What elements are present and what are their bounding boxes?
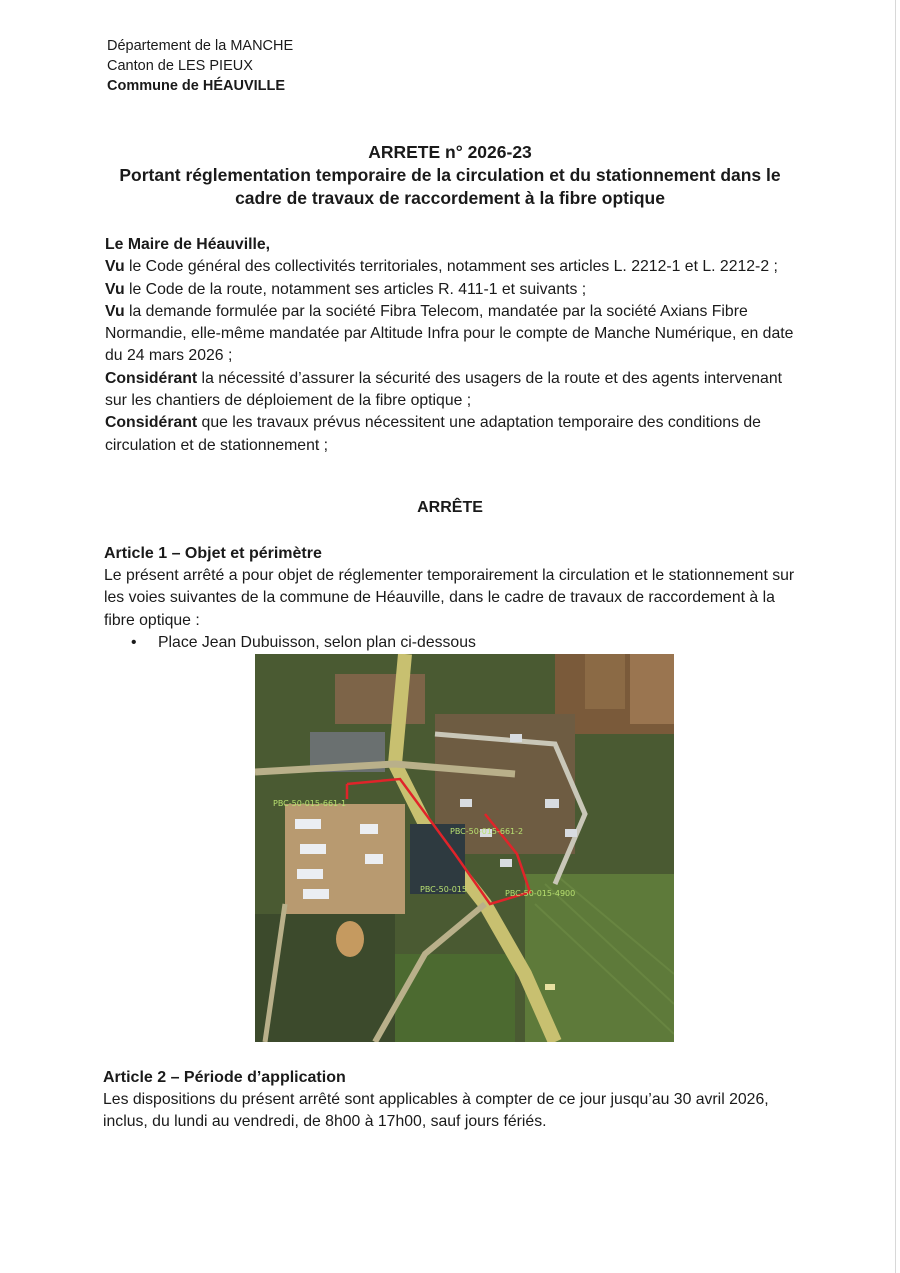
- article-2-body: Les dispositions du présent arrêté sont applicables à compter de ce jour jusqu’au 30 avril 2026, inclus, du lundi au vendredi, de 8h00 à 17h00, sauf jours fériés.: [103, 1091, 769, 1131]
- bullet-dot: •: [131, 633, 137, 651]
- document-header: [107, 36, 293, 96]
- considerant-paragraph-2: Considérant que les travaux prévus nécessitent une adaptation temporaire des conditions de circulation et de stationnement ;: [105, 414, 761, 454]
- satellite-map-image: [255, 654, 674, 1042]
- map-label-1: PBC-50-015-661-1: [273, 799, 347, 808]
- considerant-paragraph-1: Considérant la nécessité d’assurer la sécurité des usagers de la route et des agents intervenant sur les chantiers de déploiement de la fibre optique ;: [105, 369, 782, 410]
- vu-paragraph-1: Vu le Code général des collectivités territoriales, notamment ses articles L. 2212-1 et L. 2212-2 ;: [105, 258, 778, 276]
- article-1-heading: Article 1 – Objet et périmètre: [104, 545, 322, 562]
- title-line-1: Portant réglementation temporaire de la circulation et du stationnement dans le: [119, 165, 781, 185]
- page-edge: [895, 0, 896, 1273]
- vu-paragraph-2: Vu le Code de la route, notamment ses articles R. 411-1 et suivants ;: [105, 280, 587, 298]
- title-line-2: cadre de travaux de raccordement à la fibre optique: [235, 188, 665, 208]
- article-2-heading: Article 2 – Période d’application: [103, 1069, 346, 1086]
- map-label-3: PBC-50-015: [420, 885, 467, 894]
- article-2: [103, 1067, 803, 1134]
- vu-paragraph-3: Vu la demande formulée par la société Fibra Telecom, mandatée par la société Axians Fibre Normandie, elle-même mandatée par Altitude Infra pour le compte de Manche Numérique, en date du 24 mars 2026 ;: [105, 302, 794, 365]
- maire-line: Le Maire de Héauville,: [105, 236, 271, 253]
- article-1-body: Le présent arrêté a pour objet de réglementer temporairement la circulation et le stationnement sur les voies suivantes de la commune de Héauville, dans le cadre de travaux de raccordement à la fibre optique :: [104, 567, 795, 629]
- article-1: [104, 543, 804, 654]
- header-departement: Département de la MANCHE: [107, 38, 294, 54]
- header-commune: Commune de HÉAUVILLE: [107, 78, 286, 94]
- header-canton: Canton de LES PIEUX: [107, 58, 253, 74]
- map-label-4: PBC-50-015-4900: [505, 889, 576, 898]
- preamble: [105, 234, 800, 457]
- map-label-2: PBC-50-015-661-2: [450, 827, 524, 836]
- bullet-text: Place Jean Dubuisson, selon plan ci-dessous: [158, 633, 476, 651]
- title-block: [60, 140, 840, 210]
- arrete-heading: ARRÊTE: [417, 499, 483, 516]
- arrete-number: ARRETE n° 2026-23: [368, 142, 532, 162]
- article-1-bullet: [104, 632, 804, 654]
